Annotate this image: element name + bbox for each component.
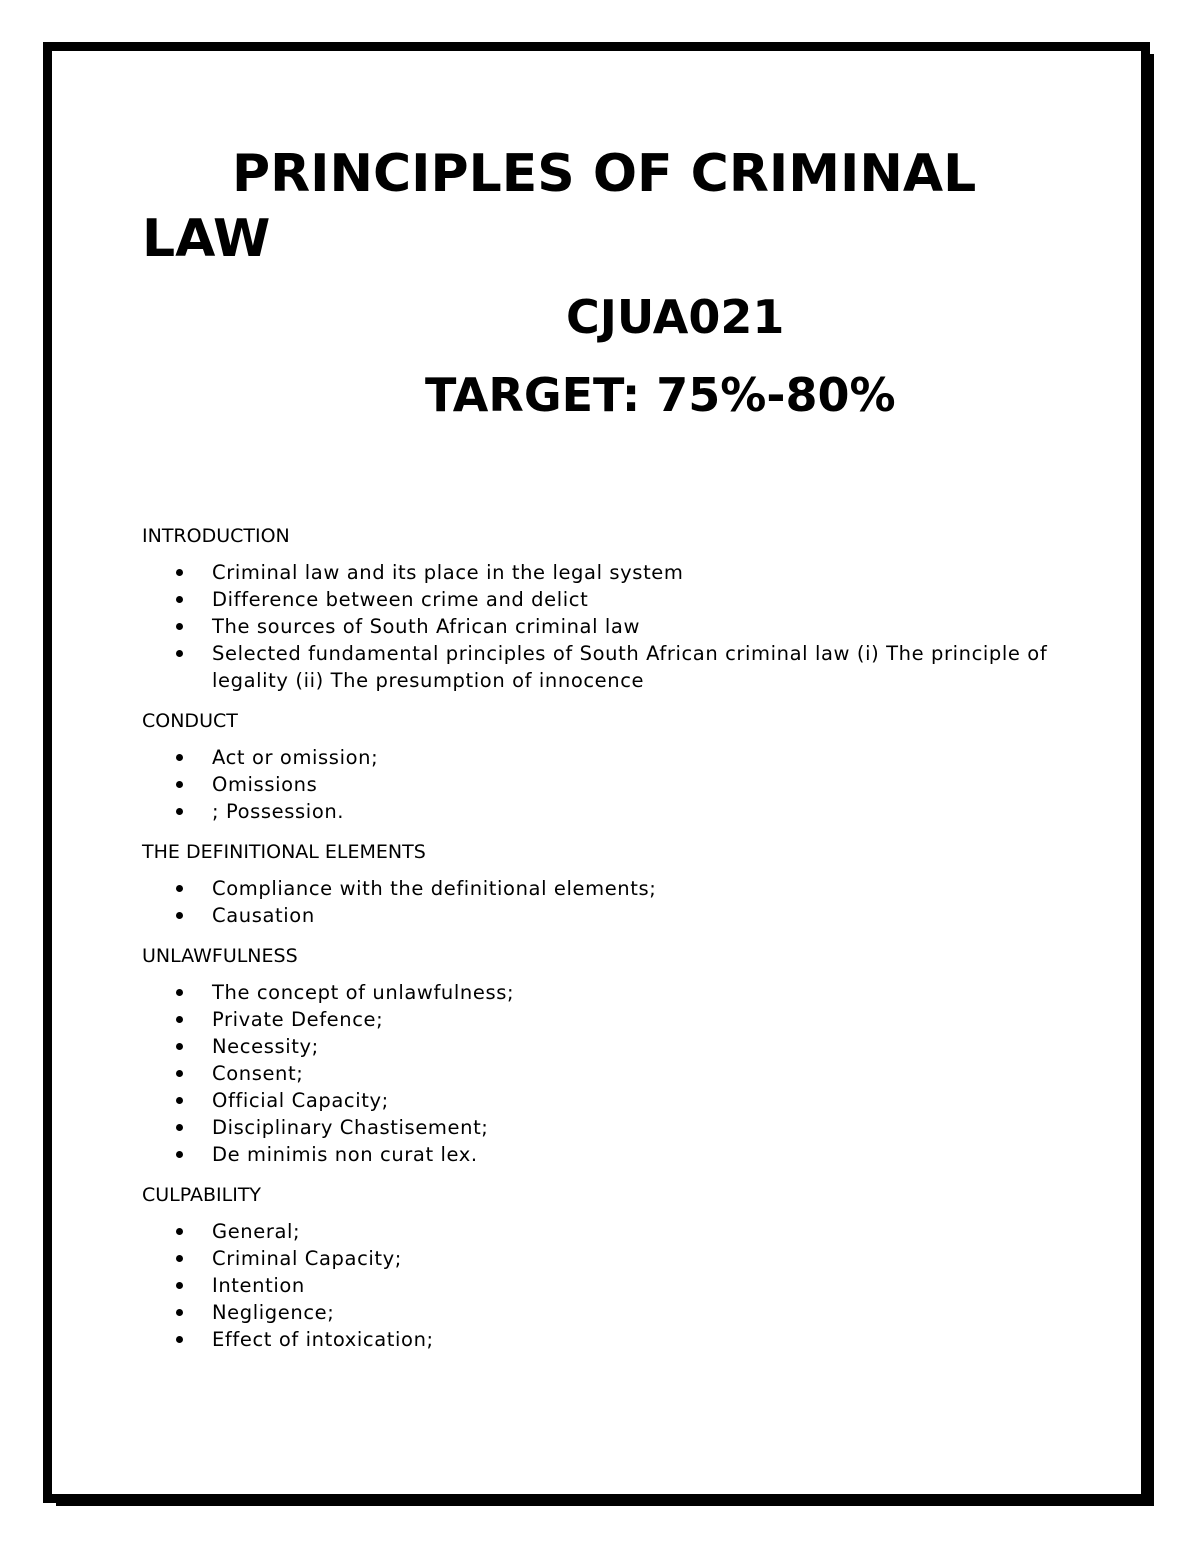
topic-list-item xyxy=(142,559,1072,586)
topic-text: Difference between crime and delict xyxy=(212,588,589,611)
topic-text: General; xyxy=(212,1220,301,1243)
section-heading: INTRODUCTION xyxy=(142,525,290,547)
target-score: TARGET: 75%-80% xyxy=(425,368,896,422)
topic-text: Criminal Capacity; xyxy=(212,1247,402,1270)
syllabus-section xyxy=(142,1180,1072,1353)
bullet-icon xyxy=(176,623,183,630)
topic-text: Act or omission; xyxy=(212,746,379,769)
bullet-icon xyxy=(176,781,183,788)
topic-text: Criminal law and its place in the legal system xyxy=(212,561,684,584)
section-heading: UNLAWFULNESS xyxy=(142,945,298,967)
topic-text: Effect of intoxication; xyxy=(212,1328,434,1351)
section-topic-list xyxy=(142,744,1072,825)
topic-list-item xyxy=(142,1033,1072,1060)
topic-list-item xyxy=(142,586,1072,613)
topic-list-item xyxy=(142,1272,1072,1299)
document-title-line-1: PRINCIPLES OF CRIMINAL xyxy=(232,144,977,204)
syllabus-section xyxy=(142,941,1072,1168)
bullet-icon xyxy=(176,754,183,761)
bullet-icon xyxy=(176,885,183,892)
bullet-icon xyxy=(176,1097,183,1104)
topic-list-item xyxy=(142,1060,1072,1087)
topic-list-item xyxy=(142,613,1072,640)
topic-text: Compliance with the definitional elements; xyxy=(212,877,657,900)
topic-text: Causation xyxy=(212,904,315,927)
bullet-icon xyxy=(176,1016,183,1023)
topic-text: Disciplinary Chastisement; xyxy=(212,1116,489,1139)
topic-list-item xyxy=(142,1114,1072,1141)
topic-list-item xyxy=(142,1326,1072,1353)
topic-text: The concept of unlawfulness; xyxy=(212,981,515,1004)
bullet-icon xyxy=(176,1255,183,1262)
topic-list-item xyxy=(142,902,1072,929)
section-topic-list xyxy=(142,979,1072,1168)
topic-text: Necessity; xyxy=(212,1035,319,1058)
bullet-icon xyxy=(176,808,183,815)
bullet-icon xyxy=(176,1151,183,1158)
bullet-icon xyxy=(176,569,183,576)
bullet-icon xyxy=(176,1228,183,1235)
bullet-icon xyxy=(176,650,183,657)
section-heading: CULPABILITY xyxy=(142,1184,262,1206)
topic-list-item xyxy=(142,1299,1072,1326)
topic-list-item xyxy=(142,1006,1072,1033)
topic-list-item xyxy=(142,979,1072,1006)
topic-text: Intention xyxy=(212,1274,305,1297)
section-topic-list xyxy=(142,875,1072,929)
bullet-icon xyxy=(176,912,183,919)
topic-text: ; Possession. xyxy=(212,800,345,823)
syllabus-section xyxy=(142,837,1072,929)
bullet-icon xyxy=(176,989,183,996)
topic-list-item xyxy=(142,744,1072,771)
bullet-icon xyxy=(176,1070,183,1077)
topic-text: Official Capacity; xyxy=(212,1089,389,1112)
section-heading: CONDUCT xyxy=(142,710,238,732)
bullet-icon xyxy=(176,1336,183,1343)
section-topic-list xyxy=(142,559,1072,694)
topic-text: The sources of South African criminal law xyxy=(212,615,641,638)
topic-text: De minimis non curat lex. xyxy=(212,1143,478,1166)
document-title-line-2: LAW xyxy=(142,209,271,269)
bullet-icon xyxy=(176,1309,183,1316)
topic-list-item xyxy=(142,1245,1072,1272)
topic-text: Negligence; xyxy=(212,1301,335,1324)
syllabus-section xyxy=(142,706,1072,825)
bullet-icon xyxy=(176,596,183,603)
section-topic-list xyxy=(142,1218,1072,1353)
syllabus-sections xyxy=(142,521,1072,1365)
syllabus-section xyxy=(142,521,1072,694)
course-code: CJUA021 xyxy=(566,290,785,344)
topic-list-item xyxy=(142,1218,1072,1245)
section-heading: THE DEFINITIONAL ELEMENTS xyxy=(142,841,426,863)
topic-text: Omissions xyxy=(212,773,318,796)
topic-text: Consent; xyxy=(212,1062,304,1085)
topic-list-item xyxy=(142,1087,1072,1114)
topic-text: Private Defence; xyxy=(212,1008,384,1031)
topic-list-item xyxy=(142,1141,1072,1168)
topic-list-item xyxy=(142,875,1072,902)
topic-list-item xyxy=(142,640,1072,694)
bullet-icon xyxy=(176,1043,183,1050)
bullet-icon xyxy=(176,1124,183,1131)
topic-list-item xyxy=(142,798,1072,825)
topic-list-item xyxy=(142,771,1072,798)
bullet-icon xyxy=(176,1282,183,1289)
topic-text: Selected fundamental principles of South African criminal law (i) The principle of legality (ii) The presumption of innocence xyxy=(212,642,1048,692)
